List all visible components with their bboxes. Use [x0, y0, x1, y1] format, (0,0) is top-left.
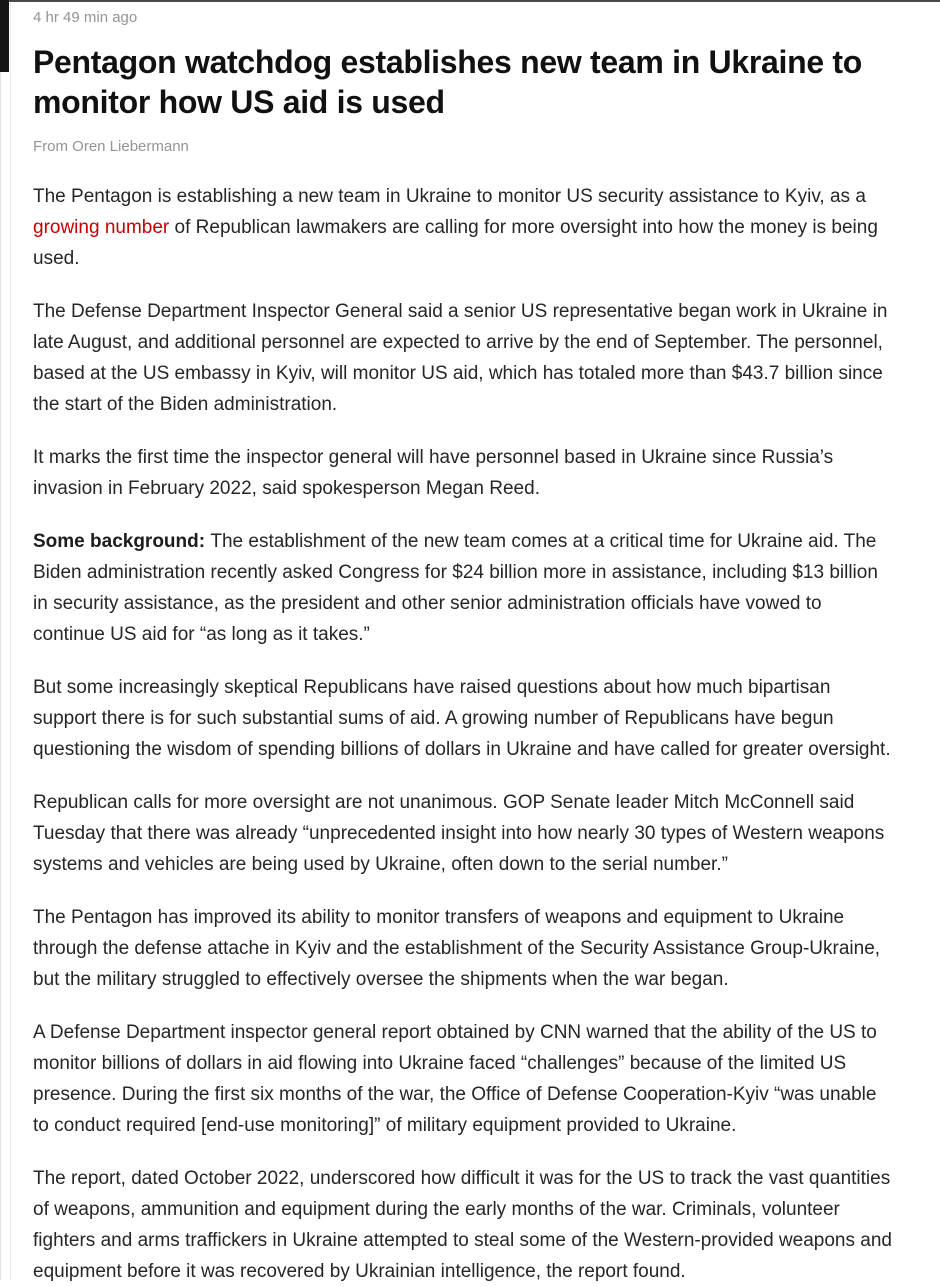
article-paragraph — [33, 296, 896, 420]
text-segment: The Pentagon is establishing a new team in Ukraine to monitor US security assistance to Kyiv, as a — [33, 186, 866, 207]
left-edge-line — [0, 72, 1, 1280]
scrollbar-thumb[interactable] — [0, 0, 9, 72]
post-byline: From Oren Liebermann — [33, 138, 189, 155]
article-body — [33, 181, 896, 1287]
article-paragraph — [33, 442, 896, 504]
text-segment: The report, dated October 2022, underscored how difficult it was for the US to track the vast quantities of weapons, ammunition and equipment during the early months of the war. Criminals, volunteer fighters and arms traffickers in Ukraine attempted to steal some of the Western-provided weapons and equipment before it was recovered by Ukrainian intelligence, the report found. — [33, 1168, 892, 1282]
text-segment: Republican calls for more oversight are not unanimous. GOP Senate leader Mitch McConnell said Tuesday that there was already “unprecedented insight into how nearly 30 types of Western weapons systems and vehicles are being used by Ukraine, often down to the serial number.” — [33, 792, 885, 875]
article-paragraph — [33, 526, 896, 650]
article-paragraph — [33, 1017, 896, 1141]
text-segment: It marks the first time the inspector general will have personnel based in Ukraine since Russia’s invasion in February 2022, said spokesperson Megan Reed. — [33, 447, 834, 499]
text-segment: But some increasingly skeptical Republicans have raised questions about how much bipartisan support there is for such substantial sums of aid. A growing number of Republicans have begun questioning the wisdom of spending billions of dollars in Ukraine and have called for greater oversight. — [33, 677, 891, 760]
text-segment: The Pentagon has improved its ability to monitor transfers of weapons and equipment to Ukraine through the defense attache in Kyiv and the establishment of the Security Assistance Group-Ukraine, but the military struggled to effectively oversee the shipments when the war began. — [33, 907, 881, 990]
post-top-divider — [0, 0, 940, 2]
post-timestamp: 4 hr 49 min ago — [33, 9, 138, 26]
text-segment: of Republican lawmakers are calling for more oversight into how the money is being used. — [33, 217, 878, 269]
post-headline: Pentagon watchdog establishes new team in Ukraine to monitor how US aid is used — [33, 44, 863, 120]
article-paragraph — [33, 902, 896, 995]
text-segment: The establishment of the new team comes at a critical time for Ukraine aid. The Biden administration recently asked Congress for $24 billion more in assistance, including $13 billion in security assistance, as the president and other senior administration officials have vowed to continue US aid for “as long as it takes.” — [33, 531, 878, 645]
bold-lead-in: Some background: — [33, 531, 211, 552]
timeline-rule — [10, 2, 11, 1280]
article-paragraph — [33, 181, 896, 274]
text-segment: The Defense Department Inspector General said a senior US representative began work in Ukraine in late August, and additional personnel are expected to arrive by the end of September. The personnel, based at the US embassy in Kyiv, will monitor US aid, which has totaled more than $43.7 billion since the start of the Biden administration. — [33, 301, 888, 415]
text-segment: A Defense Department inspector general report obtained by CNN warned that the ability of the US to monitor billions of dollars in aid flowing into Ukraine faced “challenges” because of the limited US presence. During the first six months of the war, the Office of Defense Cooperation-Kyiv “was unable to conduct required [end-use monitoring]” of military equipment provided to Ukraine. — [33, 1022, 877, 1136]
article-paragraph — [33, 672, 896, 765]
inline-link[interactable]: growing number — [33, 217, 170, 238]
article-paragraph — [33, 787, 896, 880]
article-paragraph — [33, 1163, 896, 1287]
